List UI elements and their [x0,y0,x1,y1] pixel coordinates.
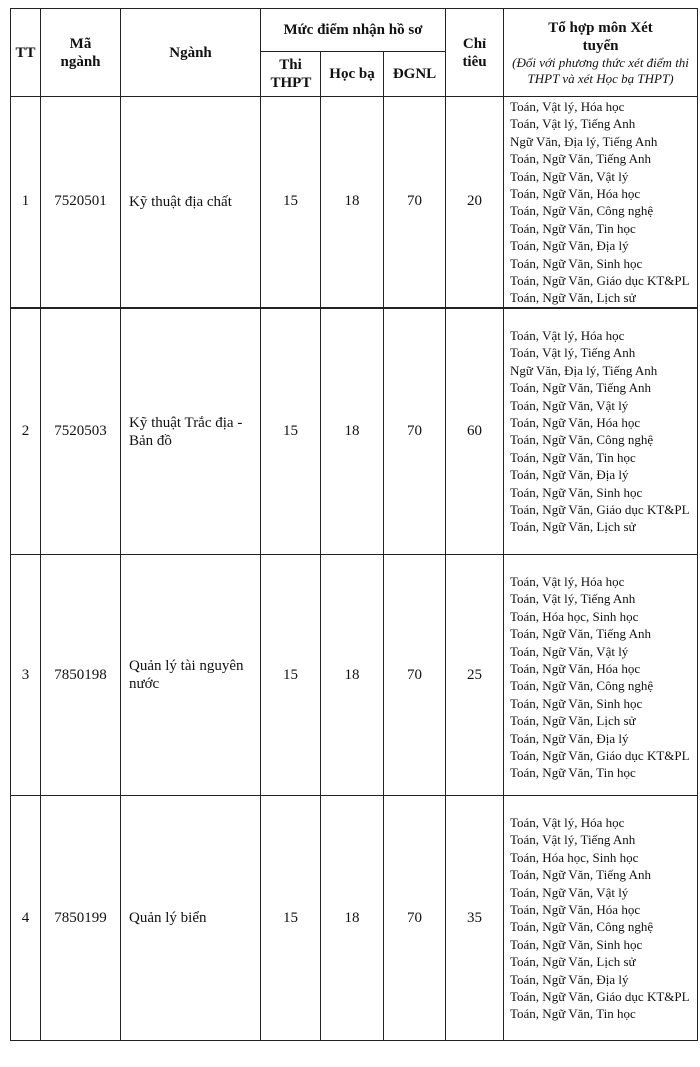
row-dgnl: 70 [384,309,446,555]
admission-table-part-2 [10,308,698,1041]
header-tt: TT [11,9,41,97]
to-hop-item: Toán, Ngữ Văn, Địa lý [510,730,629,746]
to-hop-item: Toán, Ngữ Văn, Hóa học [510,414,641,430]
to-hop-item: Toán, Vật lý, Tiếng Anh [510,116,636,132]
to-hop-item: Toán, Ngữ Văn, Vật lý [510,643,629,659]
row-chi-tieu: 20 [446,97,504,308]
row-to-hop-list [504,309,698,555]
to-hop-item: Toán, Ngữ Văn, Sinh học [510,936,643,952]
to-hop-item: Toán, Ngữ Văn, Tin học [510,1006,636,1022]
to-hop-item: Toán, Vật lý, Hóa học [510,815,625,830]
row-chi-tieu: 25 [446,555,504,796]
to-hop-item: Toán, Ngữ Văn, Lịch sử [510,290,636,306]
to-hop-item: Toán, Ngữ Văn, Sinh học [510,484,643,500]
to-hop-item: Toán, Ngữ Văn, Công nghệ [510,678,654,694]
row-to-hop-list [504,796,698,1041]
to-hop-item: Toán, Ngữ Văn, Tin học [510,765,636,781]
header-thi-thpt: Thi THPT [261,52,321,97]
to-hop-item: Toán, Ngữ Văn, Tiếng Anh [510,380,651,396]
to-hop-item: Toán, Vật lý, Tiếng Anh [510,345,636,361]
to-hop-item: Toán, Ngữ Văn, Vật lý [510,884,629,900]
row-tt: 2 [11,309,41,555]
row-thi-thpt: 15 [261,555,321,796]
to-hop-item: Toán, Vật lý, Hóa học [510,328,625,343]
to-hop-item: Toán, Ngữ Văn, Lịch sử [510,954,636,970]
to-hop-item: Toán, Vật lý, Tiếng Anh [510,591,636,607]
row-to-hop-list [504,97,698,308]
to-hop-item: Toán, Ngữ Văn, Công nghệ [510,203,654,219]
to-hop-item: Toán, Ngữ Văn, Tiếng Anh [510,151,651,167]
to-hop-item: Toán, Vật lý, Tiếng Anh [510,832,636,848]
to-hop-item: Toán, Ngữ Văn, Hóa học [510,901,641,917]
table-row [11,309,698,555]
to-hop-item: Toán, Hóa học, Sinh học [510,849,639,865]
row-ma-nganh: 7520503 [41,309,121,555]
row-chi-tieu: 60 [446,309,504,555]
row-hoc-ba: 18 [321,309,384,555]
to-hop-item: Toán, Ngữ Văn, Vật lý [510,397,629,413]
row-chi-tieu: 35 [446,796,504,1041]
row-nganh: Quản lý tài nguyên nước [121,555,261,796]
to-hop-item: Toán, Ngữ Văn, Lịch sử [510,519,636,535]
to-hop-item: Toán, Ngữ Văn, Giáo dục KT&PL [510,501,690,517]
header-ma-nganh: Mã ngành [41,9,121,97]
header-muc-diem: Mức điểm nhận hồ sơ [261,9,446,52]
to-hop-item: Toán, Vật lý, Hóa học [510,99,625,114]
row-ma-nganh: 7850198 [41,555,121,796]
table-row [11,555,698,796]
to-hop-item: Toán, Ngữ Văn, Giáo dục KT&PL [510,272,690,288]
to-hop-item: Toán, Ngữ Văn, Vật lý [510,168,629,184]
row-thi-thpt: 15 [261,796,321,1041]
row-ma-nganh: 7850199 [41,796,121,1041]
admission-table-part-1 [10,8,698,308]
row-to-hop-list [504,555,698,796]
header-to-hop [504,9,698,97]
to-hop-item: Toán, Ngữ Văn, Công nghệ [510,919,654,935]
row-dgnl: 70 [384,555,446,796]
row-ma-nganh: 7520501 [41,97,121,308]
to-hop-item: Ngữ Văn, Địa lý, Tiếng Anh [510,133,658,149]
row-nganh: Quản lý biển [121,796,261,1041]
row-hoc-ba: 18 [321,97,384,308]
to-hop-item: Toán, Hóa học, Sinh học [510,608,639,624]
row-thi-thpt: 15 [261,309,321,555]
header-nganh: Ngành [121,9,261,97]
to-hop-item: Toán, Ngữ Văn, Sinh học [510,695,643,711]
table-row [11,97,698,308]
header-chi-tieu: Chỉ tiêu [446,9,504,97]
row-dgnl: 70 [384,796,446,1041]
row-thi-thpt: 15 [261,97,321,308]
row-nganh: Kỹ thuật địa chất [121,97,261,308]
to-hop-item: Toán, Ngữ Văn, Công nghệ [510,432,654,448]
to-hop-item: Toán, Ngữ Văn, Tiếng Anh [510,626,651,642]
row-tt: 1 [11,97,41,308]
to-hop-item: Toán, Ngữ Văn, Địa lý [510,467,629,483]
to-hop-item: Ngữ Văn, Địa lý, Tiếng Anh [510,362,658,378]
row-hoc-ba: 18 [321,796,384,1041]
to-hop-item: Toán, Ngữ Văn, Giáo dục KT&PL [510,988,690,1004]
to-hop-item: Toán, Ngữ Văn, Địa lý [510,238,629,254]
to-hop-item: Toán, Ngữ Văn, Tiếng Anh [510,867,651,883]
to-hop-item: Toán, Ngữ Văn, Sinh học [510,255,643,271]
row-tt: 3 [11,555,41,796]
to-hop-item: Toán, Vật lý, Hóa học [510,574,625,589]
table-row [11,796,698,1041]
row-dgnl: 70 [384,97,446,308]
to-hop-item: Toán, Ngữ Văn, Lịch sử [510,713,636,729]
to-hop-item: Toán, Ngữ Văn, Địa lý [510,971,629,987]
row-tt: 4 [11,796,41,1041]
row-nganh: Kỹ thuật Trắc địa - Bản đồ [121,309,261,555]
to-hop-item: Toán, Ngữ Văn, Hóa học [510,185,641,201]
header-dgnl: ĐGNL [384,52,446,97]
to-hop-item: Toán, Ngữ Văn, Tin học [510,220,636,236]
row-hoc-ba: 18 [321,555,384,796]
to-hop-item: Toán, Ngữ Văn, Giáo dục KT&PL [510,747,690,763]
header-hoc-ba: Học bạ [321,52,384,97]
to-hop-note: (Đối với phương thức xét điểm thi THPT và xét Học bạ THPT) [512,54,689,86]
to-hop-item: Toán, Ngữ Văn, Hóa học [510,660,641,676]
to-hop-title: Tổ hợp môn Xét tuyển [548,19,653,54]
to-hop-item: Toán, Ngữ Văn, Tin học [510,449,636,465]
